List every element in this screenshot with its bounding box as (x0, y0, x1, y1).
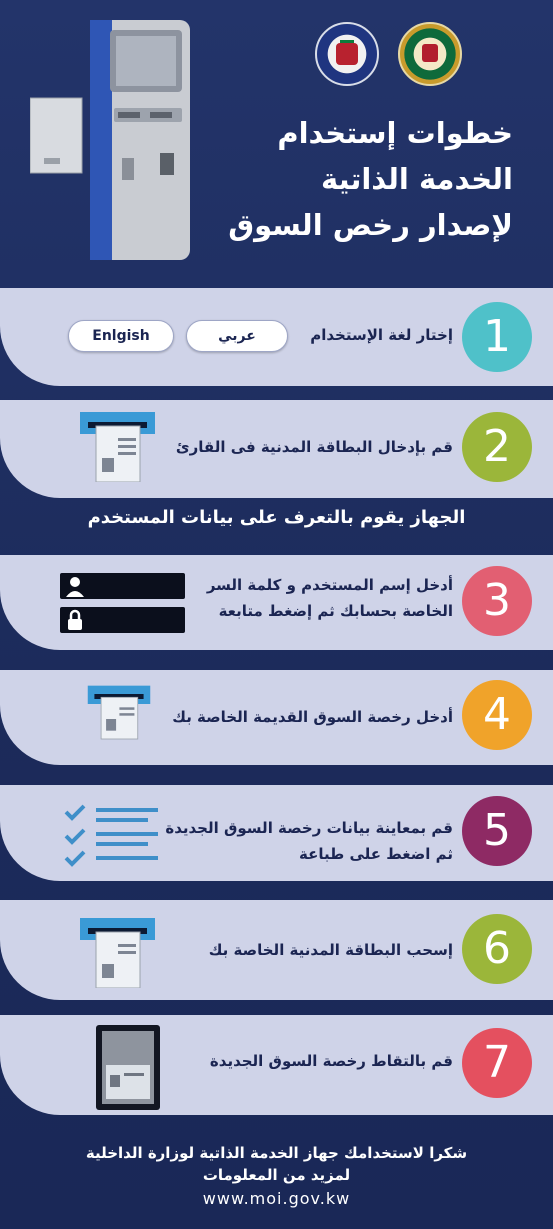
step-7-text: قم بالتقاط رخصة السوق الجديدة (209, 1052, 453, 1070)
title-line-2: الخدمة الذاتية (321, 162, 513, 196)
step-1-number-badge: 1 (462, 302, 532, 372)
lock-icon (64, 609, 86, 631)
step-5-text-line-2: ثم اضغط على طباعة (299, 845, 453, 863)
checklist-icon (62, 800, 162, 870)
step-7-number-badge: 7 (462, 1028, 532, 1098)
footer-more-info-text: لمزيد من المعلومات (202, 1166, 351, 1184)
arabic-language-button[interactable]: عربي (186, 320, 288, 352)
footer-thanks-text: شكرا لاستخدامك جهاز الخدمة الذاتية لوزارة الداخلية (85, 1144, 468, 1162)
step-2-text: قم بإدخال البطاقة المدنية فى القارئ (175, 438, 453, 456)
kuwait-police-logo-icon (315, 22, 379, 86)
step-5-number-badge: 5 (462, 796, 532, 866)
poster-title (228, 110, 513, 248)
step-5-text-line-1: قم بمعاينة بيانات رخصة السوق الجديدة (165, 819, 453, 837)
step-3-number-badge: 3 (462, 566, 532, 636)
step-2-number-badge: 2 (462, 412, 532, 482)
step-4-number-badge: 4 (462, 680, 532, 750)
step-3-text-line-2: الخاصة بحسابك ثم إضغط متابعة (218, 602, 453, 620)
step-4-text: أدخل رخصة السوق القديمة الخاصة بك (172, 708, 453, 726)
traffic-department-logo-icon (398, 22, 462, 86)
kiosk-machine-illustration (30, 18, 195, 263)
english-language-button[interactable]: Enlgish (68, 320, 174, 352)
footer (0, 1142, 553, 1212)
footer-website-link[interactable]: www.moi.gov.kw (202, 1189, 351, 1208)
license-output-slot-icon (96, 1025, 160, 1110)
recognition-note: الجهاز يقوم بالتعرف على بيانات المستخدم (87, 507, 466, 528)
card-insert-icon (80, 410, 155, 482)
title-line-1: خطوات إستخدام (277, 116, 513, 150)
step-6-text: إسحب البطاقة المدنية الخاصة بك (208, 941, 453, 959)
title-line-3: لإصدار رخص السوق (228, 208, 513, 242)
card-remove-icon (80, 916, 155, 988)
user-icon (64, 575, 86, 597)
step-3-text-line-1: أدخل إسم المستخدم و كلمة السر (206, 576, 453, 594)
step-1-text: إختار لغة الإستخدام (310, 326, 453, 344)
license-insert-icon (84, 684, 154, 744)
step-6-number-badge: 6 (462, 914, 532, 984)
